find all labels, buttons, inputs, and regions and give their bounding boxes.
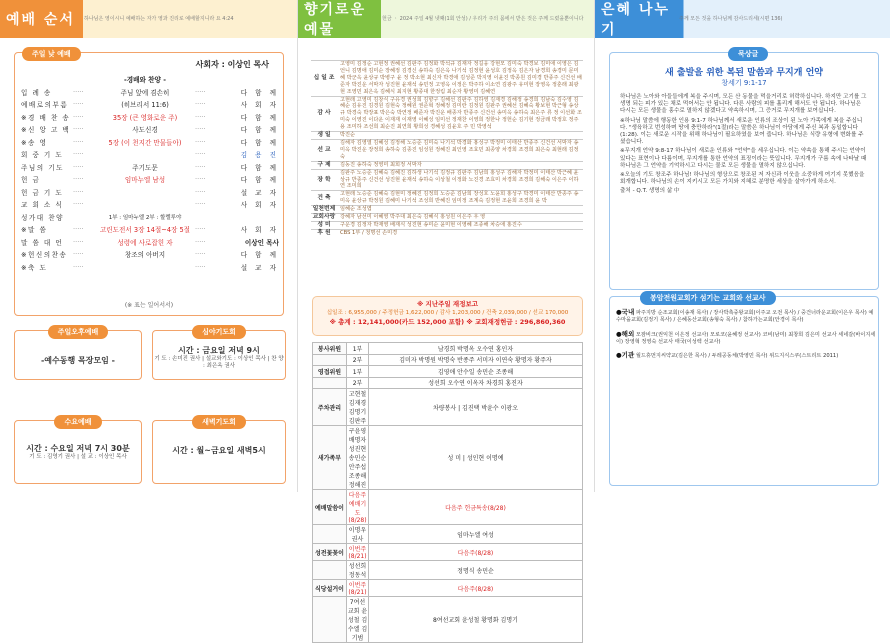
offering-category: 후 원 [311,229,337,236]
duty-row [313,597,583,643]
offering-row [311,61,583,97]
sunday-afternoon-text: -예수동행 목장모임 - [40,356,116,365]
offering-row [311,139,583,161]
duty-row [313,561,583,580]
worship-order-row [21,111,279,124]
duty-row [313,354,583,366]
duty-cell: 임마누엘 여성 [369,525,583,544]
offering-row [311,191,583,206]
order-dots: ····· [195,200,206,209]
order-leader: 설 교 자 [240,188,279,197]
offering-category: 십 일 조 [311,61,337,97]
offering-category: 구 제 [311,161,337,169]
worship-order-row [21,223,279,236]
grace-title: 은혜 나누기 [601,2,670,38]
duty-row [313,343,583,355]
duty-cell: 다음주(8/28) [369,544,583,561]
missions-overseas-text: 모잠비크(권익천 이은정 선교사) 모로코(윤혜정 선교사) 코비(남미) 최창희 김은미 선교사 세네갈(바이지세이) 장영혁 정영숙 선교사 태국(이성렉 선교사) [616,331,876,345]
missions-box [609,296,879,486]
order-leader: 사 회 자 [240,226,279,235]
offering-names: 고현래 노승준 김혜숙 김현미 정혜진 김정희 노승준 김남희 장성호 노윤희 홍성구 박경미 이태산 반종주 송미옥 윤상규 박정원 김혜미 나기석 조성희 반혜진 임미정 조계숙 김정현 조윤희 조경희 윤 박 [337,191,583,206]
duty-category [313,354,347,366]
order-content: 1부 : 임마누엘 2부 : 할렐루야 [108,214,182,221]
duty-cell: 구윤영 배명자 성진현 송민순 안주섭 조종해 정해진 [347,426,369,490]
worship-order-row [21,161,279,174]
order-dots: ····· [73,137,84,146]
duty-category [313,561,347,580]
missions-org-text: 월드휴먼지씨약교(김은한 목사) / 두레공동체(박영민 목사) 위드지식스쿠(스트리트 2011) [635,353,839,360]
duty-category: 식당설거이 [313,580,347,597]
offering-category: 감 사 [311,96,337,132]
offering-panel [297,0,594,642]
order-dots: ····· [195,225,206,234]
order-leader: 다 함 께 [240,176,279,185]
offering-category: 일천번제 [312,206,336,213]
duty-cell: 이명우 권사 [347,525,369,544]
offering-row [311,206,583,214]
order-content: -경배와 찬양 - [124,76,166,85]
worship-order-row [21,123,279,136]
offering-category: 장 학 [311,169,337,191]
worship-subtitle: 하나님은 영이시니 예배하는 자가 영과 진리로 예배할지니라 요 4:24 [84,15,234,22]
offering-row [311,161,583,169]
wednesday-staff: 기 도 : 김영기 권사 | 설 교 : 이상인 목사 [29,454,127,460]
late-night-prayer-box [152,330,286,380]
duty-table [312,342,583,643]
order-content: 임마누엘 남성 [124,176,166,185]
order-leader: 다 함 께 [240,88,279,97]
offering-category: 성 미 [311,221,337,229]
offering-row [311,132,583,140]
offering-summary-title: ※ 지난주일 재정보고 [416,300,479,308]
offering-summary [312,296,583,336]
missions-org [610,352,878,360]
worship-order-row [21,148,279,161]
order-content: 사도신경 [132,126,158,135]
order-dots: ····· [73,262,84,271]
late-night-prayer-staff: 기 도 : 손미진 권사 | 설교와기도 : 이상인 목사 | 찬 양 : 최은옥 권사 [154,356,284,369]
order-item: ※송 영 [21,138,48,147]
duty-cell: 이번주(8/21) [347,580,369,597]
duty-category: 성전꽃꽂이 [313,544,347,561]
offering-category: 생 일 [311,132,337,140]
order-leader: 다 함 께 [240,113,279,122]
order-dots: ····· [73,112,84,121]
duty-cell: 다음주 헌금특송(8/28) [369,490,583,525]
order-item: ※헌신의찬송 [21,251,68,260]
duty-category: 새가족부 [313,426,347,490]
order-dots: ····· [73,250,84,259]
presider: 사회자 : 이상인 목사 [195,60,269,69]
duty-category: 봉사위원 [313,343,347,355]
order-content: 고린도전서 3장 14절~4장 5절 [99,226,191,235]
offering-category: 선 교 [311,139,337,161]
dawn-prayer-box [152,420,286,484]
offering-row [311,214,583,222]
order-item: 성가대 찬양 [21,213,64,222]
order-item: 예배로의부름 [21,101,69,110]
duty-cell: 정명식 송민순 [369,561,583,580]
duty-row [313,544,583,561]
worship-order-row [21,136,279,149]
duty-category: 영접위원 [313,366,347,378]
duty-cell: 2부 [347,377,369,389]
offering-category: 건 축 [311,191,337,206]
order-dots: ····· [73,162,84,171]
duty-cell: 차량봉사 | 김진택 박윤수 이광오 [369,389,583,426]
duty-row [313,366,583,378]
order-dots: ····· [73,187,84,196]
missions-domestic-title: ●국내 [616,308,635,316]
duty-cell: 성 미 | 성인현 이명예 [369,426,583,490]
order-dots: ····· [195,150,206,159]
grace-subtitle: 주께 모든 것을 하나님께 감사드리세(시편 136) [679,15,783,22]
duty-cell: 다음주(8/28) [369,580,583,597]
order-dots: ····· [73,237,84,246]
grace-panel [594,0,890,492]
order-leader: 사 회 자 [240,201,279,210]
duty-row [313,490,583,525]
offering-category: 교회사랑 [312,214,336,221]
order-leader: 다 함 께 [240,138,279,147]
meditation-paragraph: 하나님은 노아와 아들들에게 복을 주시며, 모든 산 동물을 먹을거리로 허락하십니다. 하지만 고기를 그 생명 되는 피가 있는 채로 먹어서는 안 됩니다. 다른 사람의 피를 흘리게 해서도 안 됩니다. 하나님은 다시는 모든 생물을 홍수로 멸하지 않겠다고 약속하시며, 그 증거로 무지개를 보여십니다. [620,94,867,115]
sunday-afternoon-box [14,330,142,380]
wednesday-label: 수요예배 [54,415,101,429]
worship-order-row [21,198,279,211]
meditation-paragraph: 출처 - Q.T. 생명의 삶 中 [620,188,680,195]
worship-order-row [21,261,279,274]
worship-title: 예배 순서 [6,12,75,28]
dawn-prayer-label: 새벽기도회 [192,415,246,429]
worship-order-row [21,248,279,261]
sunday-afternoon-label: 주일오후예배 [48,325,109,339]
duty-cell: 김미자 박명원 박명숙 반종주 서미자 이연숙 황명자 황주자 [369,354,583,366]
order-item: 말 씀 대 언 [21,238,64,247]
order-content: (히브리서 11:6) [121,101,169,110]
duty-cell: 고현철 김재경 김명기 김판주 [347,389,369,426]
meditation-body [610,88,878,196]
order-dots: ····· [73,87,84,96]
offering-summary-line1: 십일조 : 6,955,000 / 주정헌금 1,622,000 / 감사 1,203,000 / 건축 2,039,000 / 선교 170,000 [326,310,569,316]
order-dots: ····· [73,150,84,159]
order-dots: ····· [195,250,206,259]
order-dots: ····· [195,125,206,134]
duty-category: 예배말씀이 [313,490,347,525]
order-leader: 이상인 목사 [244,238,279,247]
order-content: 5장 (이 천지간 만물들아) [108,138,182,147]
order-content: 35장 (큰 영화로운 주) [112,113,178,122]
order-content: 주님 앞에 겸손히 [120,88,170,97]
order-dots: ····· [195,175,206,184]
offering-row [311,221,583,229]
order-item: 헌 금 [21,176,41,185]
wednesday-box [14,420,142,484]
meditation-box [609,52,879,290]
duty-cell: 이번주(8/21) [347,544,369,561]
missions-org-title: ●기관 [616,351,635,360]
order-dots: ····· [195,187,206,196]
order-leader: 설 교 자 [240,263,279,272]
duty-cell: 성선희 정동석 [347,561,369,580]
duty-row [313,525,583,544]
worship-order-row [21,236,279,249]
duty-category [313,525,347,544]
offering-band [298,0,594,38]
duty-category [313,597,347,643]
worship-order-row [21,211,279,224]
order-item: ※경 배 찬 송 [21,113,71,122]
meditation-label: 묵상글 [728,47,768,61]
order-leader: 다 함 께 [240,126,279,135]
order-dots: ····· [73,100,84,109]
order-content: 성령에 사로잡힌 자 [117,238,173,247]
worship-order [21,73,279,273]
offering-names: 김판주 노승준 김혜숙 김혜진 김하생 나기석 김정규 김판주 김남희 홍성구 김해자 박정미 이태산 박근혜 윤상규 반종주 신건선 성진현 윤재석 송하숙 이상철 이정화 노진경 조효미 차경희 조경희 김해숙 이은주 이하연 조미희 [337,169,583,191]
order-item: ※신 앙 고 백 [21,126,71,135]
order-content: 주기도문 [132,163,158,172]
duty-row [313,377,583,389]
duty-cell: 2부 [347,354,369,366]
duty-cell: 8여선교회 윤성철 황명화 김명기 [369,597,583,643]
missions-overseas-title: ●해외 [616,329,635,338]
duty-cell: 성선희 오수연 이옥자 차경희 홍진자 [369,377,583,389]
late-night-prayer-time: 시간 : 금요일 저녁 9시 [178,346,260,355]
offering-names: 김해자 김영열 김혜성 김정해 노승준 김미숙 나기석 박경화 홍성구 박정미 이태산 반종주 신건선 서막자 송미옥 박진운 장정희 송하숙 김종진 임성원 정혜진 최인영 조효민 최종양 차경희 조경희 최은숙 최현래 김정숙 [337,139,583,161]
order-dots: ····· [195,137,206,146]
order-dots: ····· [195,262,206,271]
missions-domestic-text: 파주지방 순조교회(이송재 목사) / 장사박촉중왕교회(이주교 오전 목사) / 중건너라운교회(이은우 목사) 예수마을교회(김정기 목사) / 은혜동산교회(송형숙 목사) / 참하가는교회(안경이 목사) [616,310,874,324]
offering-names: 고현래 고영미 김창식 구유경 권성희 김향구 김해선 김판주 김하영 김재경 김해정 송경희 김남숙 김수영 김혜순 김유진 김경원 김현숙 정혜원 권준혁 정혜정 김미란 김정원 김판주 권혜선 김혜숙 황보현 박근형 송상규 박경숙 박장표 박은숙 박연정 배준자 박진운 배종자 반종주 신건선 송미옥 송하숙 최은주 류 정 이선화 조미숙 이영진 이다운 이재재 이재영 이혜성 임미선 정재찬 이영희 정한나 정헌순 김기현 정금래 박정호 정주용 조미하 조선희 최순진 최연희 황희성 경혜성 김윤호 주 민 박영석 [337,96,583,132]
offering-row [311,96,583,132]
dawn-prayer-time: 시간 : 월~금요일 새벽5시 [172,446,266,455]
order-dots: ····· [73,175,84,184]
duty-cell: 1부 [347,366,369,378]
offering-names: 박진순 [337,132,583,140]
duty-category: 주차관리 [313,389,347,426]
duty-cell: 7여선교회 윤성철 김수엘 김기범 [347,597,369,643]
stand-note: (※ 표는 일어서서) [124,302,174,309]
wednesday-time: 시간 : 수요일 저녁 7시 30분 [26,444,130,453]
duty-cell: 1부 [347,343,369,355]
order-dots: ····· [73,225,84,234]
order-dots: ····· [195,162,206,171]
order-leader: 사 회 자 [240,101,279,110]
offering-names: 강혜자 남선미 이혜영 박주대 최은숙 김혜식 홍성원 이은주 우 영 [337,214,583,222]
order-leader: 다 함 께 [240,163,279,172]
order-dots: ····· [195,237,206,246]
worship-order-row [21,98,279,111]
offering-title: 향기로운 예물 [304,2,367,38]
duty-cell: 다음주 예배기도(8/28) [347,490,369,525]
duty-category [313,377,347,389]
offering-names: 임혜순 조성엽 [337,206,583,214]
order-dots: ····· [73,125,84,134]
worship-order-row [21,73,279,86]
missions-label: 봉암전원교회가 섬기는 교회와 선교사 [640,291,776,305]
worship-order-row [21,86,279,99]
duty-row [313,389,583,426]
offering-names: 김동진 송하숙 정영미 최희정 서막자 [337,161,583,169]
meditation-paragraph: ※오늘의 기도 창조주 하나님! 하나님의 형상으로 창조된 저 자신과 이웃을 소중하게 여기지 못했음을 회개합니다. 하나님의 손이 지키시고 모든 가치와 지혜로 분명한 세상을 살아가게 하소서. [620,172,865,186]
sunday-worship-box [14,52,284,316]
duty-row [313,426,583,490]
order-leader: 다 함 께 [240,251,279,260]
meditation-title: 새 출발을 위한 복된 말씀과 무지개 언약 [665,68,823,78]
offering-subtitle: 헌금 ㆍ 2024 주일 4월 넷째(1회 안성) / 우리가 주의 몸에서 받은 것은 주께 드렸을뿐이니다 [382,15,584,22]
worship-panel [0,0,297,492]
sunday-worship-label: 주일 낮 예배 [22,47,81,61]
order-item: ※축 도 [21,263,48,272]
order-item: 회 중 기 도 [21,151,64,160]
meditation-reference: 창세기 9:1-17 [721,79,767,87]
offering-table [311,60,583,237]
offering-names: 구운경 김정자 박재영 배재식 성진현 송미순 윤미현 이영혜 조종해 차승애 홍진수 [337,221,583,229]
order-item: ※말 씀 [21,226,48,235]
order-dots: ····· [195,100,206,109]
order-dots: ····· [195,112,206,121]
offering-summary-line2: ※ 총계 : 12,141,000(카드 152,000 포함) ※ 교회재정현금 : 296,860,360 [329,318,566,326]
offering-row [311,169,583,191]
offering-row [311,229,583,236]
worship-order-row [21,173,279,186]
missions-domestic [610,309,878,325]
order-item: 교 회 소 식 [21,201,64,210]
worship-order-row [21,186,279,199]
worship-band [0,0,297,38]
order-item: 헌 금 기 도 [21,188,64,197]
duty-cell: 김영애 안수일 송민순 조종해 [369,366,583,378]
order-content: 창조의 아버지 [124,251,166,260]
duty-row [313,580,583,597]
meditation-paragraph: ※하나님 말씀에 행동한 인용 9:1-7 하나님께서 새로운 인류의 조상이 된 노아 가족에게 복을 주십니다. "생육하고 번성하며 땅에 충만하라"(1절)라는 말씀은 하나님이 아담에게 주신 복과 동일합니다(1:28). 이는 새로운 시작을 위해 하나님이 필요하였을 보여 줍니다. 하나님은 식량 유형에 변화를 주셨습니다. [620,117,864,146]
offering-names: 고영미 김정순 고현정 권혜선 김판주 김정화 박석규 김재자 정길웅 강현모 김미숙 박경보 김미애 이영은 김언니 김명애 김미순 장혜정 김경신 송하숙 김은옥 나기석 김정현 윤성호 김정옥 김은자 남경희 송경미 문미혜 박군옥 윤상규 박병구 윤 정 박소현 최신자 박경애 김성준 박지영 이윤진 박종원 김미경 반종주 신건선 배준자 박진운 서막자 성진현 윤재석 송민정 고영옥 이정은 박주하 이소연 김광주 유미현 장영옥 정훈래 최광현 조영민 최은옥 김혜식 최지현 황종대 한정림 최순자 황영미 김혜연 [337,61,583,97]
grace-band [595,0,890,38]
order-item: 입 례 송 [21,88,52,97]
order-leader: 김 용 진 [240,151,279,160]
order-dots: ····· [73,200,84,209]
duty-cell: 남경희 박명옥 오수연 홍인자 [369,343,583,355]
late-night-prayer-label: 심야기도회 [192,325,246,339]
offering-names: CBS 1부 / 청명선 손미경 [337,229,583,236]
order-dots: ····· [195,87,206,96]
missions-overseas [610,331,878,347]
meditation-paragraph: ※무지개 언약 9:8-17 하나님이 새로운 인류와 "언약"을 세우십니다. 이는 약속을 통해 주시는 언약이 있다는 표현이나 다름이며, 무지개를 통한 언약의 표징이라는 뜻입니다. 무지개가 구름 속에 나타날 때 하나님은 그 언약을 기억하시고 다시는 물로 모든 생물을 멸하지 않으십니다. [620,148,867,169]
order-item: 주님의 기도 [21,163,64,172]
